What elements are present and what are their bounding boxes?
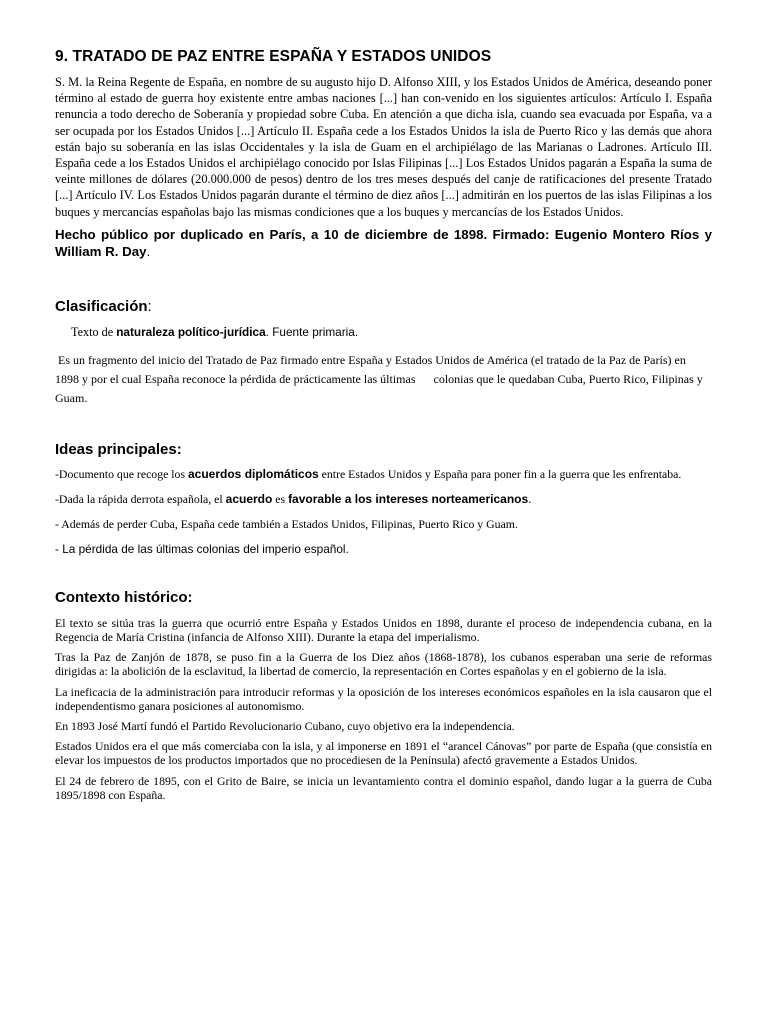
idea-2-text-e: . [528,491,532,506]
idea-item-2 [55,491,712,507]
idea-2-bold-favorable: favorable a los intereses norteamericanos [288,491,529,506]
idea-item-4: - La pérdida de las últimas colonias del imperio español. [55,541,349,556]
clasificacion-heading-text: Clasificación [55,297,148,315]
clasificacion-description: Es un fragmento del inicio del Tratado de Paz firmado entre España y Estados Unidos de América (el tratado de la Paz de París) en 1898 y por el cual España reconoce la pérdida de prácticamente las últimas colonias que le quedaban Cuba, Puerto Rico, Filipinas y Guam. [55,352,706,405]
idea-2-text-a: -Dada la rápida derrota española, el [55,491,226,506]
signature-line [55,226,712,260]
ideas-heading: Ideas principales: [55,440,182,458]
treaty-quote: S. M. la Reina Regente de España, en nombre de su augusto hijo D. Alfonso XIII, y los Estados Unidos de América, deseando poner término al estado de guerra hoy existente entre ambas naciones [...] han con-venido en los siguientes artículos: Artículo I. España renuncia a todo derecho de Soberanía y propiedad sobre Cuba. En atención a que dicha isla, cuando sea evacuada por España, va a ser ocupada por los Estados Unidos [...] Artículo II. España cede a los Estados Unidos la isla de Puerto Rico y las demás que ahora están bajo su soberanía en las islas Occidentales y la isla de Guam en el archipiélago de las Marianas o Ladrones. Artículo III. España cede a los Estados Unidos el archipiélago conocido por Islas Filipinas [...] Los Estados Unidos pagarán a España la suma de veinte millones de dólares (20.000.000 de pesos) dentro de los tres meses después del canje de ratificaciones del presente Tratado [...] Artículo IV. Los Estados Unidos pagarán durante el término de diez años [...] admitirán en los puertos de las islas Filipinas a los buques y mercancías españolas bajo las mismas condiciones que a los buques y mercancías de los Estados Unidos. [55,75,712,219]
clasificacion-nature: naturaleza político-jurídica [116,324,266,339]
clasificacion-heading [55,298,712,315]
idea-item-1 [55,466,712,482]
clasificacion-source: Fuente primaria [272,324,355,339]
idea-1-text-c: entre Estados Unidos y España para poner fin a la guerra que les enfrentaba. [318,466,682,481]
idea-2-bold-acuerdo: acuerdo [225,491,273,506]
clasificacion-text-c: . [265,324,273,339]
document-page [55,48,712,802]
contexto-paragraph-2: Tras la Paz de Zanjón de 1878, se puso fin a la Guerra de los Diez años (1868-1878), los cubanos esperaban una serie de reformas dirigidas a: la abolición de la esclavitud, la libertad de comercio, la representación en Cortes españolas y en el gobierno de la isla. [55,650,712,679]
document-title: 9. TRATADO DE PAZ ENTRE ESPAÑA Y ESTADOS UNIDOS [55,48,492,65]
signature-period: . [146,243,151,259]
contexto-paragraph-5: Estados Unidos era el que más comerciaba con la isla, y al imponerse en 1891 el “arancel Cánovas” por parte de España (que consistía en elevar los impuestos de los productos importados que no procediesen de la Península) afectó gravemente a Estados Unidos. [55,739,712,768]
clasificacion-text-e: . [354,324,359,339]
idea-2-text-c: es [272,491,289,506]
clasificacion-line [55,324,712,340]
clasificacion-heading-colon: : [147,297,152,315]
contexto-paragraph-6: El 24 de febrero de 1895, con el Grito de Baire, se inicia un levantamiento contra el dominio español, dando lugar a la guerra de Cuba 1895/1898 con España. [55,773,712,802]
idea-1-text-a: -Documento que recoge los [55,466,188,481]
contexto-paragraph-3: La ineficacia de la administración para introducir reformas y la oposición de los intereses económicos españoles en la isla causaron que el independentismo ganara posiciones al autonomismo. [55,684,712,713]
contexto-heading: Contexto histórico: [55,588,193,606]
contexto-paragraph-1: El texto se sitúa tras la guerra que ocurrió entre España y Estados Unidos en 1898, durante el proceso de independencia cubana, en la Regencia de María Cristina (infancia de Alfonso XIII). Durante la etapa del imperialismo. [55,615,712,645]
signature-text: Hecho público por duplicado en París, a 10 de diciembre de 1898. Firmado: Eugenio Montero Ríos y William R. Day [55,226,712,259]
contexto-paragraph-4: En 1893 José Martí fundó el Partido Revolucionario Cubano, cuyo objetivo era la independencia. [55,719,515,734]
idea-1-bold: acuerdos diplomáticos [188,466,319,481]
clasificacion-text-a: Texto de [71,324,117,339]
idea-item-3: - Además de perder Cuba, España cede también a Estados Unidos, Filipinas, Puerto Rico y Guam. [55,516,518,531]
